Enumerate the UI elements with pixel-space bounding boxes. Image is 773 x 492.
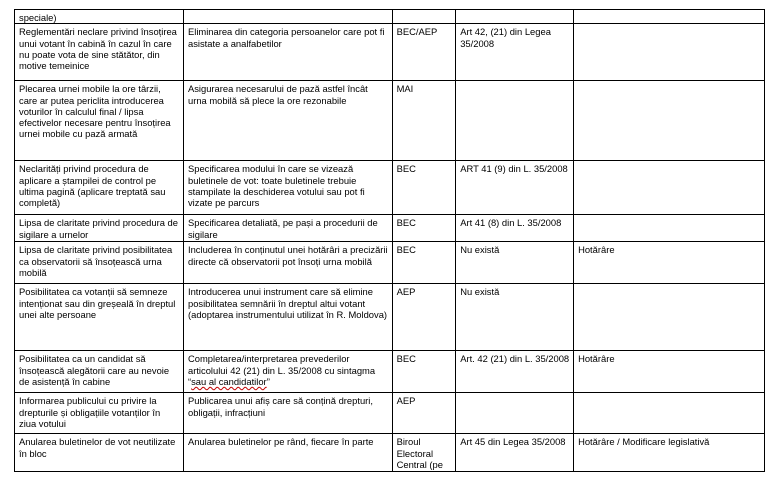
institution-cell: AEP [392, 393, 456, 434]
type-cell [574, 284, 765, 351]
institution-cell: Biroul Electoral Central (pe [392, 434, 456, 472]
institution-cell: BEC [392, 242, 456, 284]
issue-cell: Posibilitatea ca votanții să semneze intenționat sau din greșeală în dreptul unei alte persoane [15, 284, 184, 351]
action-cell: Includerea în conținutul unei hotărâri a precizării directe că observatorii pot însoți urna mobilă [183, 242, 392, 284]
legal-basis-cell: Art 41 (8) din L. 35/2008 [456, 215, 574, 242]
table-row [15, 284, 765, 351]
institution-cell: BEC [392, 351, 456, 393]
table-row [15, 10, 765, 24]
issue-cell: Informarea publicului cu privire la drepturile și obligațiile votanților în ziua votului [15, 393, 184, 434]
issue-cell: Lipsa de claritate privind procedura de sigilare a urnelor [15, 215, 184, 242]
type-cell: Hotărâre / Modificare legislativă [574, 434, 765, 472]
recommendations-table [14, 9, 765, 472]
legal-basis-cell [456, 81, 574, 161]
action-cell: Completarea/interpretarea prevederilor articolului 42 (21) din L. 35/2008 cu sintagma “sau al candidatilor” [183, 351, 392, 393]
legal-basis-cell [456, 393, 574, 434]
action-cell: Specificarea detaliată, pe pași a procedurii de sigilare [183, 215, 392, 242]
table-row [15, 215, 765, 242]
legal-basis-cell: Art 42, (21) din Legea 35/2008 [456, 24, 574, 81]
type-cell: Hotărâre [574, 351, 765, 393]
table-row [15, 351, 765, 393]
institution-cell: BEC/AEP [392, 24, 456, 81]
institution-cell: MAI [392, 81, 456, 161]
type-cell [574, 24, 765, 81]
legal-basis-cell: Nu există [456, 242, 574, 284]
table-row [15, 161, 765, 215]
action-cell: Eliminarea din categoria persoanelor care pot fi asistate a analfabetilor [183, 24, 392, 81]
spellcheck-marked-text: sau al candidatilor [191, 375, 267, 387]
table-row [15, 393, 765, 434]
institution-cell: BEC [392, 215, 456, 242]
issue-cell: Posibilitatea ca un candidat să însoțească alegătorii care au nevoie de asistență în cabine [15, 351, 184, 393]
action-cell: Specificarea modului în care se vizează buletinele de vot: toate buletinele trebuie stampilate la deschiderea votului sau pot fi vizate pe parcurs [183, 161, 392, 215]
issue-cell: speciale) [15, 10, 184, 24]
type-cell [574, 161, 765, 215]
type-cell [574, 215, 765, 242]
institution-cell [392, 10, 456, 24]
issue-cell: Anularea buletinelor de vot neutilizate în bloc [15, 434, 184, 472]
issue-cell: Neclarități privind procedura de aplicare a ștampilei de control pe ultima pagină (aplicare treptată sau completă) [15, 161, 184, 215]
issue-cell: Lipsa de claritate privind posibilitatea ca observatorii să însoțească urna mobilă [15, 242, 184, 284]
action-cell: Introducerea unui instrument care să elimine posibilitatea semnării în dreptul altui votant (adoptarea instrumentului utilizat în R. Moldova) [183, 284, 392, 351]
institution-cell: BEC [392, 161, 456, 215]
table-row [15, 434, 765, 472]
issue-cell: Reglementări neclare privind însoțirea unui votant în cabină în cazul în care nu poate vota de sine stătător, din motive temeinice [15, 24, 184, 81]
legal-basis-cell: Nu există [456, 284, 574, 351]
table-row [15, 24, 765, 81]
table-row [15, 242, 765, 284]
legal-basis-cell [456, 10, 574, 24]
type-cell [574, 10, 765, 24]
action-cell: Asigurarea necesarului de pază astfel încât urna mobilă să plece la ore rezonabile [183, 81, 392, 161]
legal-basis-cell: Art 45 din Legea 35/2008 [456, 434, 574, 472]
legal-basis-cell: Art. 42 (21) din L. 35/2008 [456, 351, 574, 393]
action-cell [183, 10, 392, 24]
action-cell: Publicarea unui afiș care să conțină drepturi, obligații, infracțiuni [183, 393, 392, 434]
action-cell: Anularea buletinelor pe rând, fiecare în parte [183, 434, 392, 472]
type-cell [574, 393, 765, 434]
type-cell: Hotărâre [574, 242, 765, 284]
institution-cell: AEP [392, 284, 456, 351]
legal-basis-cell: ART 41 (9) din L. 35/2008 [456, 161, 574, 215]
issue-cell: Plecarea urnei mobile la ore târzii, care ar putea periclita introducerea voturilor în calculul final / lipsa efectivelor necesare pentru însoțirea urnei mobile cu pază armată [15, 81, 184, 161]
table-row [15, 81, 765, 161]
type-cell [574, 81, 765, 161]
